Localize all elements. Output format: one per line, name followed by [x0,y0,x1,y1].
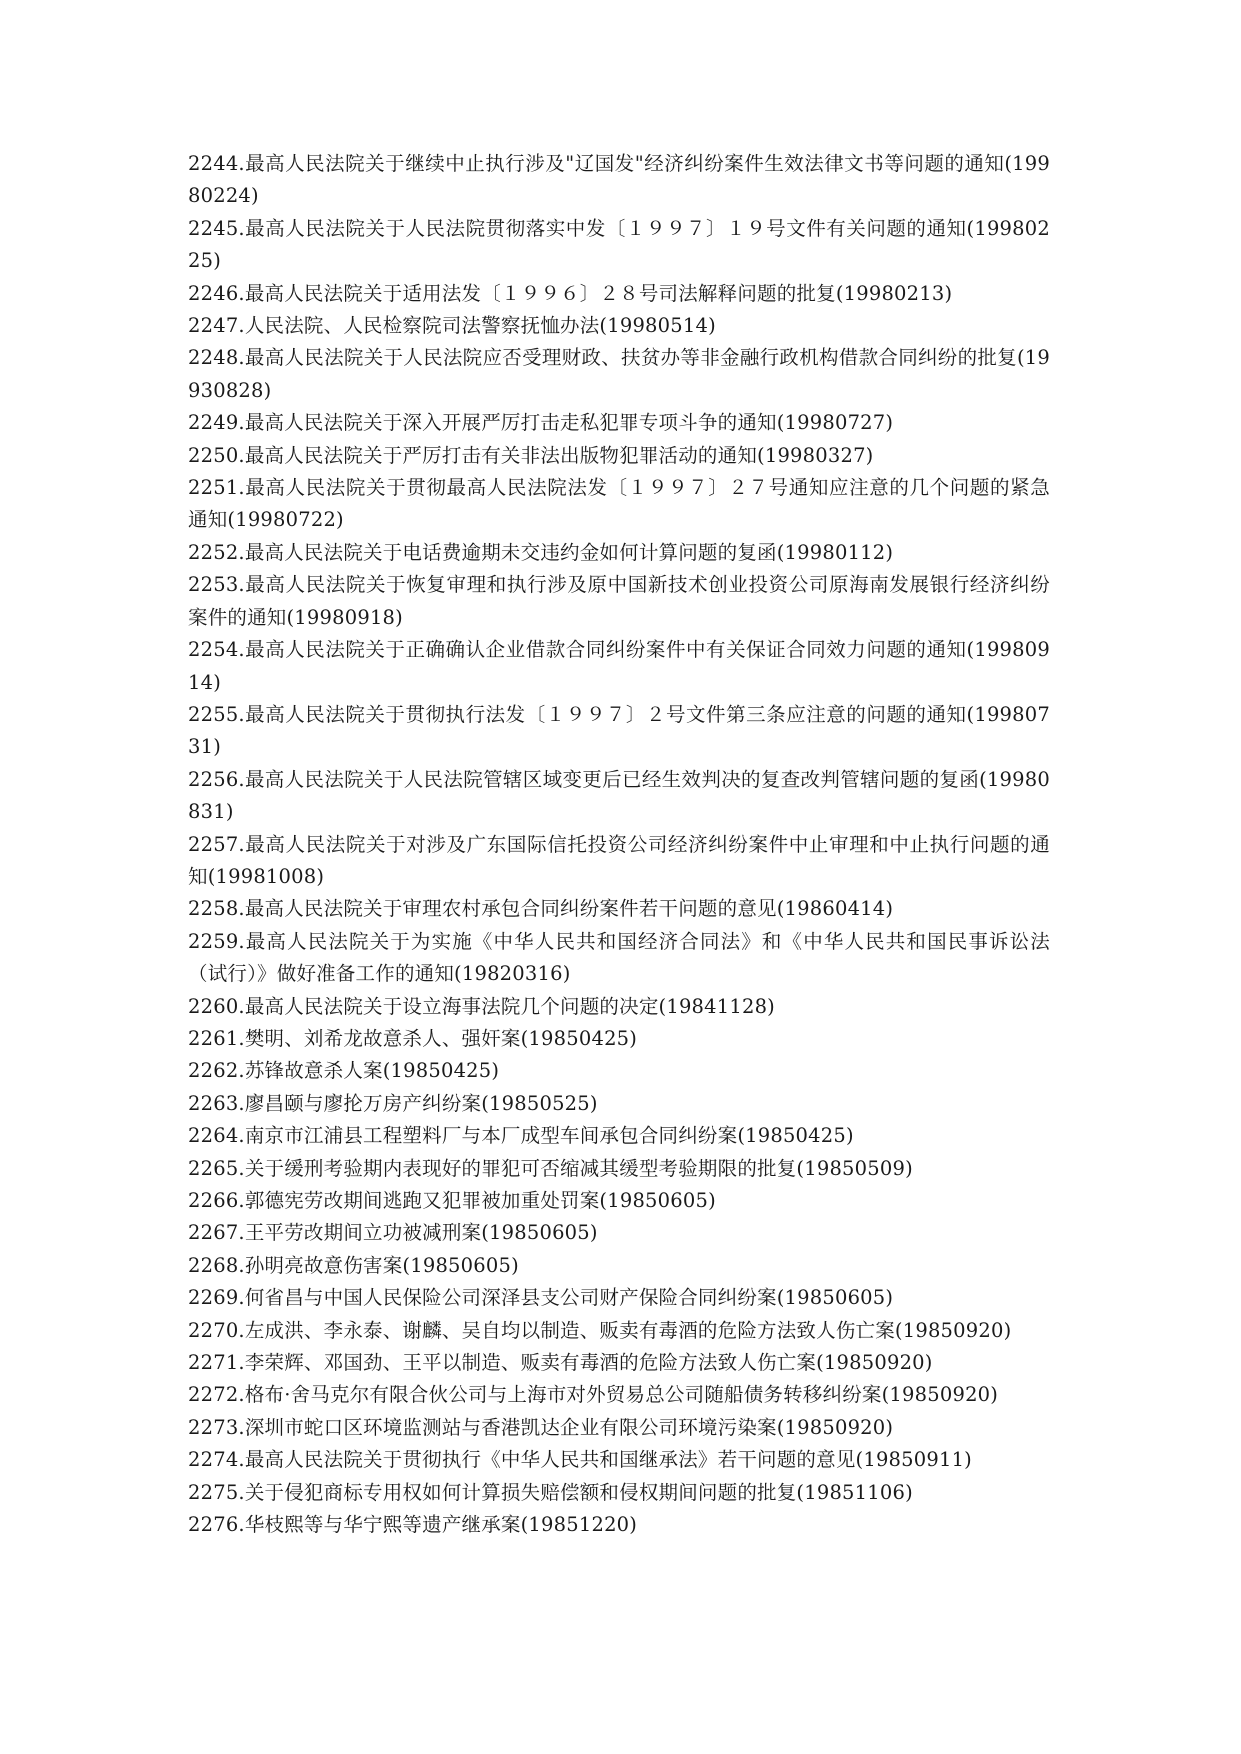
entry-list [188,148,1050,1541]
list-item: 2252.最高人民法院关于电话费逾期未交违约金如何计算问题的复函(19980112) [188,540,894,564]
list-item: 2271.李荣辉、邓国劲、王平以制造、贩卖有毒酒的危险方法致人伤亡案(19850920) [188,1351,933,1375]
list-item: 2257.最高人民法院关于对涉及广东国际信托投资公司经济纠纷案件中止审理和中止执行问题的通知(19981008) [188,832,1050,888]
list-item: 2270.左成洪、李永泰、谢麟、吴自均以制造、贩卖有毒酒的危险方法致人伤亡案(19850920) [188,1318,1012,1342]
list-item: 2275.关于侵犯商标专用权如何计算损失赔偿额和侵权期间问题的批复(19851106) [188,1480,913,1504]
list-item: 2267.王平劳改期间立功被减刑案(19850605) [188,1221,598,1245]
list-item: 2256.最高人民法院关于人民法院管辖区域变更后已经生效判决的复查改判管辖问题的复函(19980831) [188,767,1050,824]
list-item: 2250.最高人民法院关于严厉打击有关非法出版物犯罪活动的通知(19980327) [188,443,874,467]
list-item: 2253.最高人民法院关于恢复审理和执行涉及原中国新技术创业投资公司原海南发展银行经济纠纷案件的通知(19980918) [188,573,1050,629]
list-item: 2259.最高人民法院关于为实施《中华人民共和国经济合同法》和《中华人民共和国民事诉讼法（试行）》做好准备工作的通知(19820316) [188,929,1050,986]
list-item: 2265.关于缓刑考验期内表现好的罪犯可否缩减其缓型考验期限的批复(19850509) [188,1156,913,1180]
list-item: 2262.苏锋故意杀人案(19850425) [188,1059,500,1083]
list-item: 2276.华枝熙等与华宁熙等遗产继承案(19851220) [188,1513,638,1537]
list-item: 2245.最高人民法院关于人民法院贯彻落实中发〔１９９７〕１９号文件有关问题的通知(19980225) [188,216,1050,273]
list-item: 2255.最高人民法院关于贯彻执行法发〔１９９７〕２号文件第三条应注意的问题的通知(19980731) [188,702,1050,759]
list-item: 2248.最高人民法院关于人民法院应否受理财政、扶贫办等非金融行政机构借款合同纠纷的批复(19930828) [188,346,1050,402]
list-item: 2274.最高人民法院关于贯彻执行《中华人民共和国继承法》若干问题的意见(19850911) [188,1448,972,1472]
list-item: 2251.最高人民法院关于贯彻最高人民法院法发〔１９９７〕２７号通知应注意的几个问题的紧急通知(19980722) [188,476,1050,532]
list-item: 2268.孙明亮故意伤害案(19850605) [188,1253,519,1277]
list-item: 2249.最高人民法院关于深入开展严厉打击走私犯罪专项斗争的通知(19980727) [188,411,894,435]
list-item: 2263.廖昌颐与廖抡万房产纠纷案(19850525) [188,1091,598,1115]
list-item: 2254.最高人民法院关于正确确认企业借款合同纠纷案件中有关保证合同效力问题的通知(19980914) [188,638,1050,694]
list-item: 2272.格布·舍马克尔有限合伙公司与上海市对外贸易总公司随船债务转移纠纷案(19850920) [188,1383,999,1407]
list-item: 2244.最高人民法院关于继续中止执行涉及"辽国发"经济纠纷案件生效法律文书等问题的通知(19980224) [188,152,1050,208]
list-item: 2269.何省昌与中国人民保险公司深泽县支公司财产保险合同纠纷案(19850605) [188,1286,894,1310]
list-item: 2266.郭德宪劳改期间逃跑又犯罪被加重处罚案(19850605) [188,1189,716,1212]
list-item: 2246.最高人民法院关于适用法发〔１９９６〕２８号司法解释问题的批复(19980213) [188,281,953,305]
list-item: 2273.深圳市蛇口区环境监测站与香港凯达企业有限公司环境污染案(19850920) [188,1415,894,1439]
list-item: 2247.人民法院、人民检察院司法警察抚恤办法(19980514) [188,314,716,338]
list-item: 2264.南京市江浦县工程塑料厂与本厂成型车间承包合同纠纷案(19850425) [188,1124,854,1148]
list-item: 2261.樊明、刘希龙故意杀人、强奸案(19850425) [188,1026,638,1050]
list-item: 2260.最高人民法院关于设立海事法院几个问题的决定(19841128) [188,994,775,1018]
list-item: 2258.最高人民法院关于审理农村承包合同纠纷案件若干问题的意见(19860414) [188,897,894,921]
